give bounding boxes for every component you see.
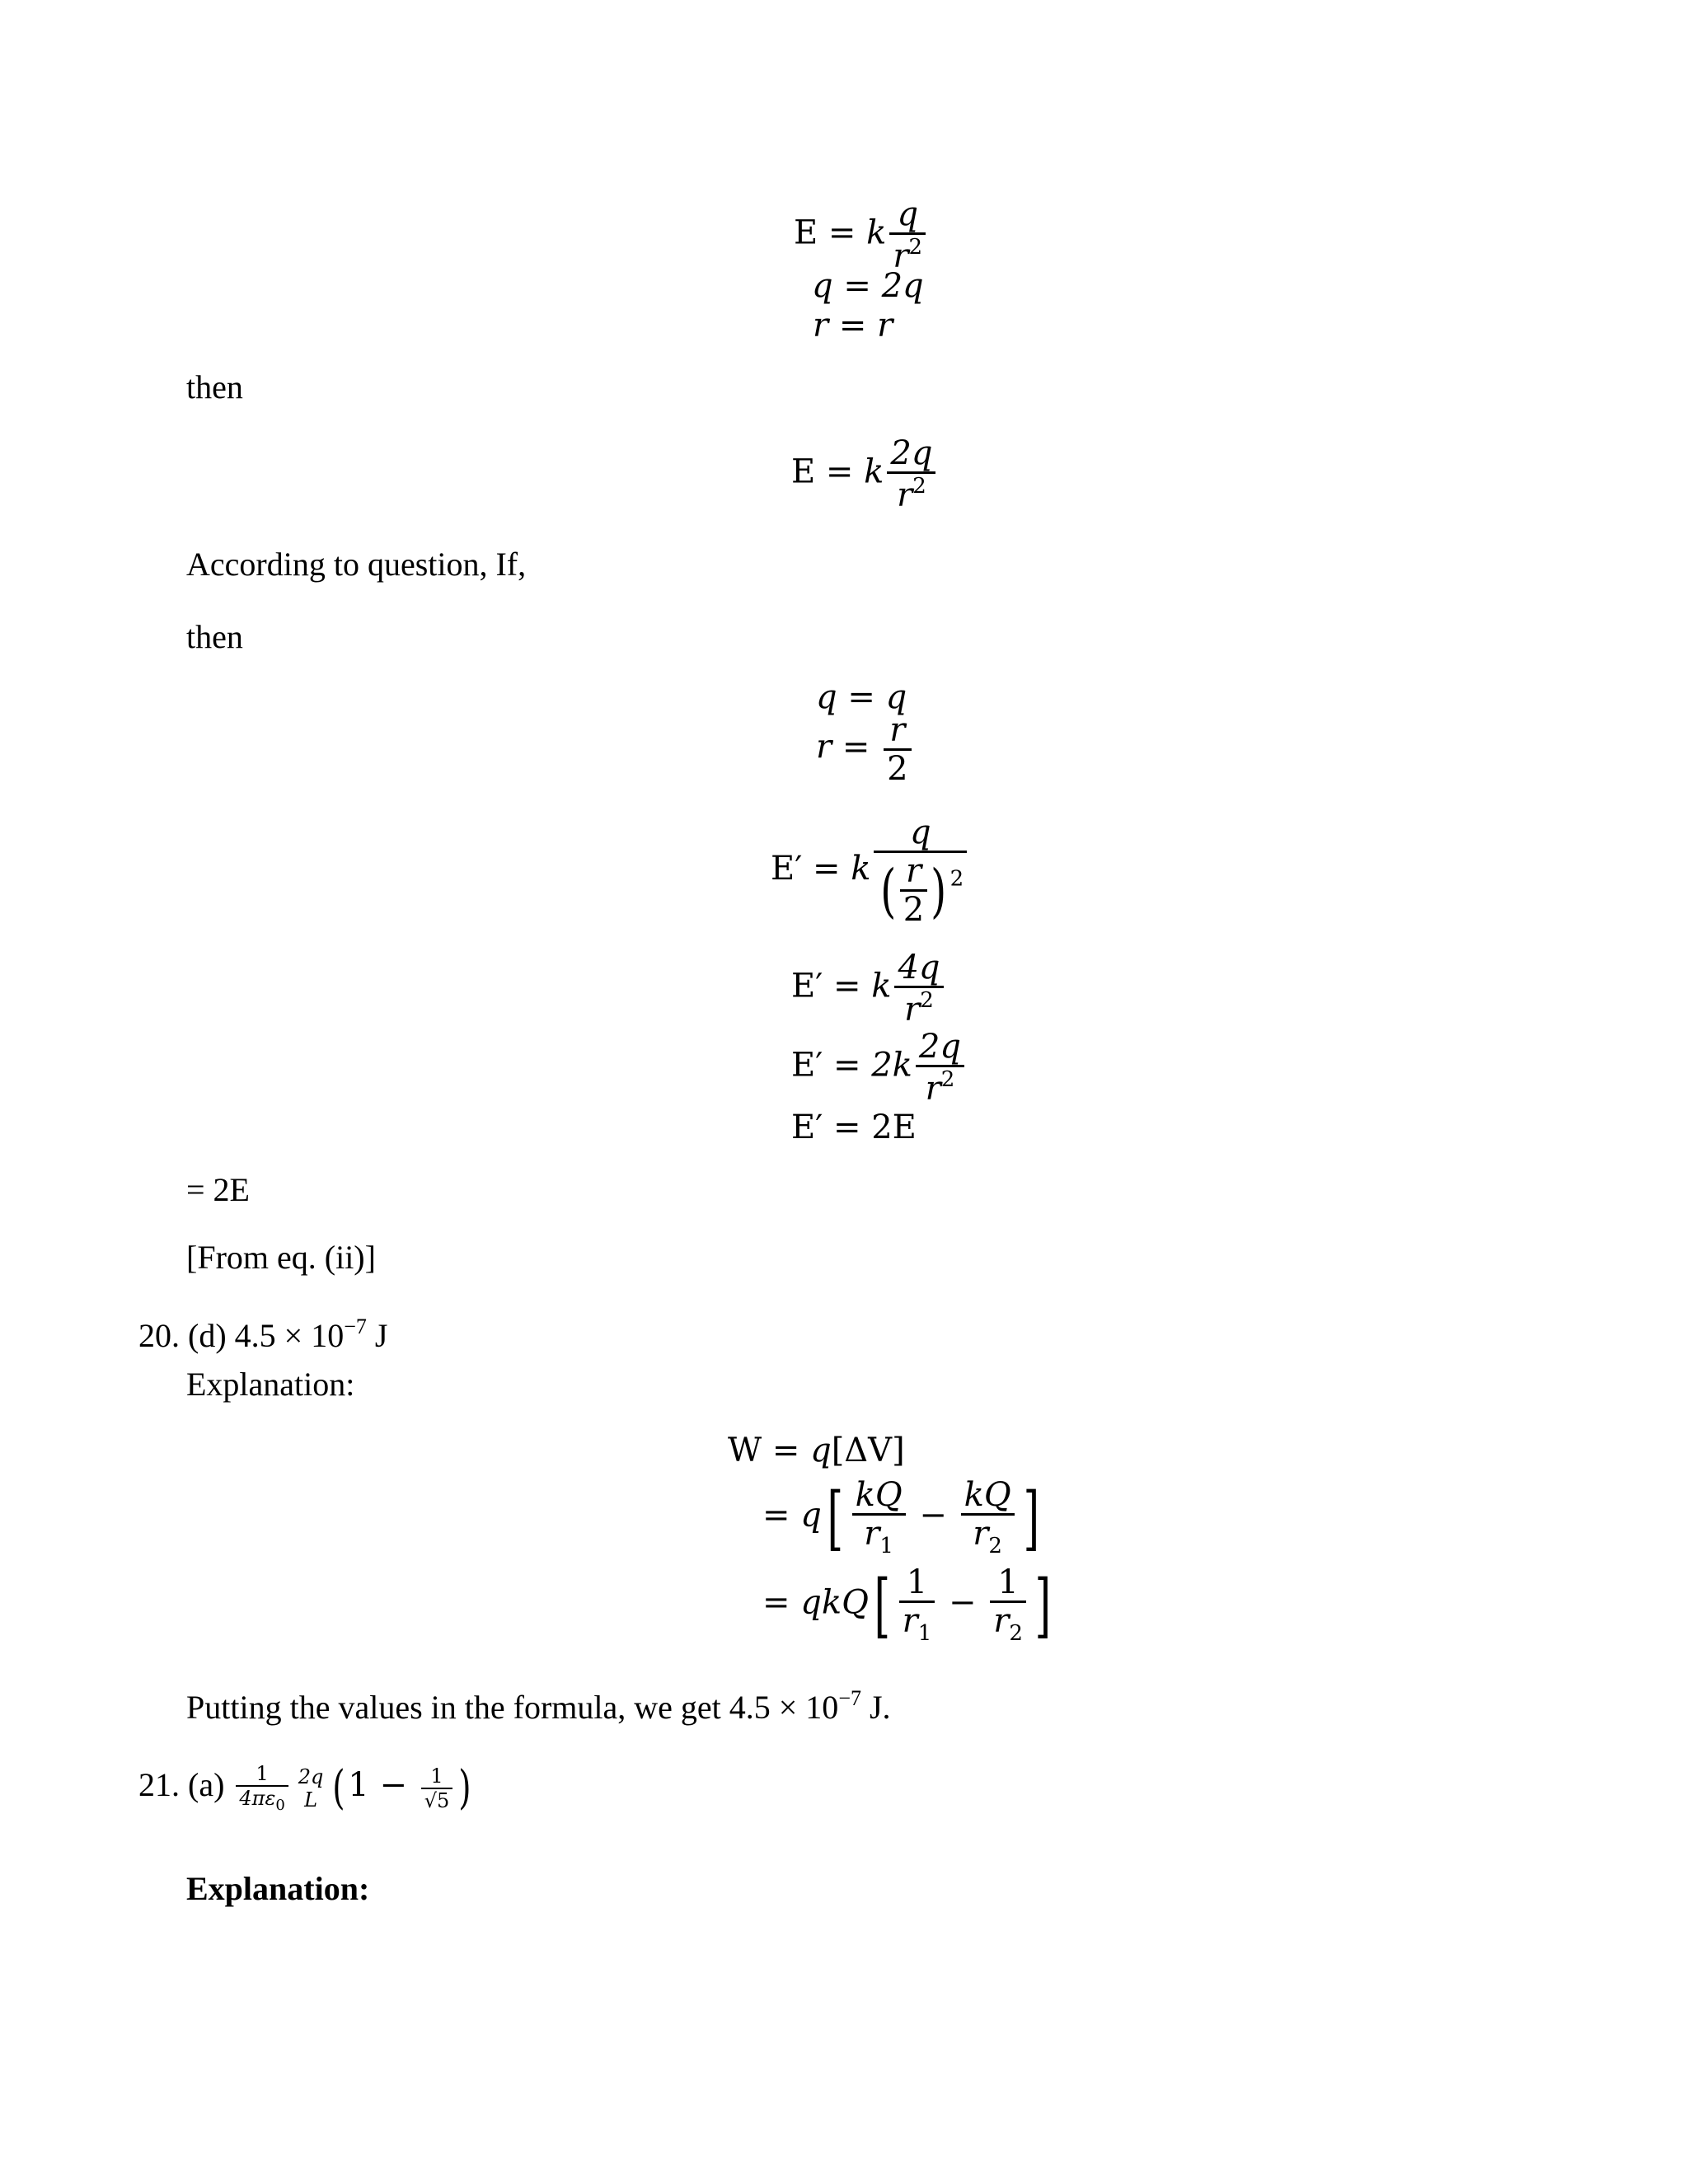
text-according-to-question: According to question, If, [186,546,527,583]
explanation-label-20: Explanation: [186,1366,355,1403]
eq-field-2k: E′ = 2k $\frac{2q}{r^2}$ [791,1030,968,1105]
explanation-label-21: Explanation: [186,1870,370,1907]
eq-field-4q: E′ = k $\frac{4q}{r^2}$ [791,951,947,1026]
text-putting-values: Putting the values in the formula, we get $4.5 \times 10^{-7}$ J. [186,1686,891,1726]
text-then-1: then [186,368,243,405]
text-from-eq: [From eq. (ii)] [186,1239,376,1276]
eq-r-equals-r-over-2: r = $\frac{r}{2}$ [816,714,915,785]
eq-field-half-distance: E′ = k q ( $\frac{r}{2}$ ) $^2$ [771,816,970,926]
eq-field-definition: E = k $\frac{q}{r^2}$ [794,198,929,273]
answer-21: 21. (a) $\frac{1}{4\pi\varepsilon_0}$ 2q L (1 − $\frac{1}{√5}$ ) [138,1761,471,1815]
eq-r-equals-r: r = r [813,307,893,344]
eq-field-2q: E = k $\frac{2q}{r^2}$ [791,437,939,512]
eq-q-equals-q: q = q [816,678,907,716]
eq-work-potential: = q[ $\frac{kQ}{r_1}$ − $\frac{kQ}{r_2}$ ] [762,1476,1039,1558]
eq-field-result: E′ = 2E [791,1108,917,1146]
text-then-2: then [186,618,243,655]
eq-q-equals-2q: q = 2q [812,267,924,305]
text-equals-2e: = 2E [186,1171,250,1208]
eq-work-definition: W = q[ΔV] [728,1432,905,1469]
eq-work-simplified: = qkQ[ $\frac{1}{r_1}$ − $\frac{1}{r_2}$ ] [762,1563,1052,1646]
answer-20: 20. (d) $4.5 \times 10^{-7}$ J [138,1315,388,1354]
